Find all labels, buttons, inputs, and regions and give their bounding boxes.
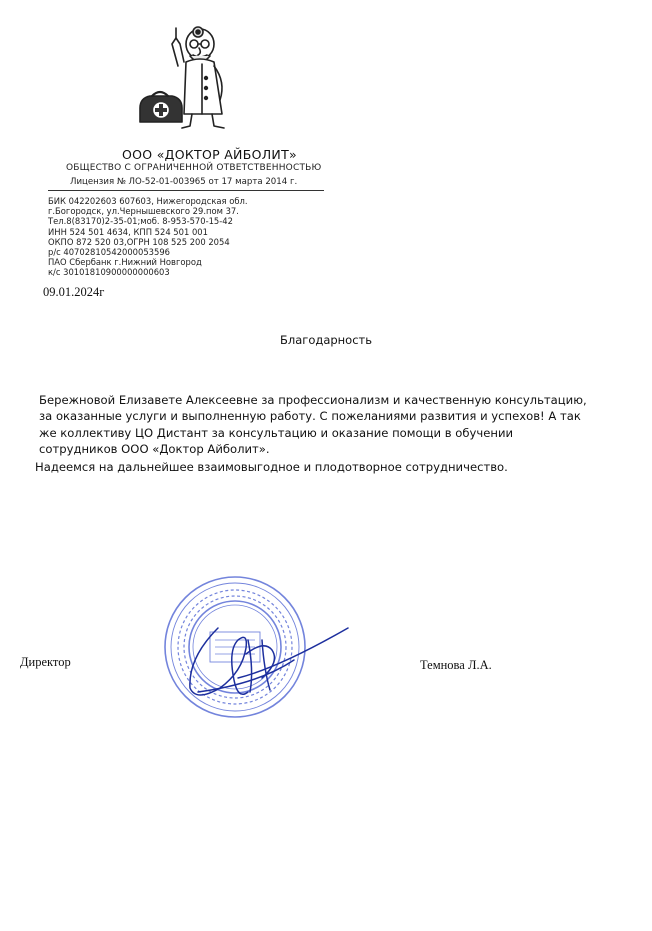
header-divider: [48, 190, 324, 191]
company-legal-form: ОБЩЕСТВО С ОГРАНИЧЕННОЙ ОТВЕТСТВЕННОСТЬЮ: [66, 163, 322, 173]
requisite-line: к/с 30101810900000000603: [48, 267, 170, 278]
letter-date: 09.01.2024г: [43, 285, 105, 299]
requisite-line: ОКПО 872 520 03,ОГРН 108 525 200 2054: [48, 236, 230, 247]
doctor-aibolit-logo-icon: [134, 22, 246, 134]
license-line: Лицензия № ЛО-52-01-003965 от 17 марта 2014 г.: [70, 177, 298, 187]
body-line: Надеемся на дальнейшее взаимовыгодное и плодотворное сотрудничество.: [35, 459, 508, 474]
letter-title: Благодарность: [280, 333, 373, 347]
body-line: за оказанные услуги и выполненную работу. С пожеланиями развития и успехов! А так: [39, 409, 581, 424]
requisite-line: БИК 042202603 607603, Нижегородская обл.: [48, 196, 248, 206]
director-position: Директор: [20, 655, 71, 669]
body-line: Бережновой Елизавете Алексеевне за профессионализм и качественную консультацию,: [39, 393, 587, 407]
requisite-line: Тел.8(83170)2-35-01;моб. 8-953-570-15-42: [48, 216, 233, 227]
body-line: же коллективу ЦО Дистант за консультацию и оказание помощи в обучении: [39, 425, 514, 440]
requisite-line: ПАО Сбербанк г.Нижний Новгород: [48, 257, 202, 268]
requisite-line: г.Богородск, ул.Чернышевского 29.пом 37.: [48, 206, 239, 217]
body-line: сотрудников ООО «Доктор Айболит».: [39, 442, 270, 457]
company-name: ООО «ДОКТОР АЙБОЛИТ»: [122, 147, 297, 162]
requisite-line: р/с 40702810542000053596: [48, 247, 170, 258]
director-name: Темнова Л.А.: [420, 658, 492, 672]
company-requisites: [48, 196, 248, 278]
letter-body: [35, 392, 640, 475]
director-signature-icon: [178, 618, 358, 708]
requisite-line: ИНН 524 501 4634, КПП 524 501 001: [48, 226, 208, 237]
